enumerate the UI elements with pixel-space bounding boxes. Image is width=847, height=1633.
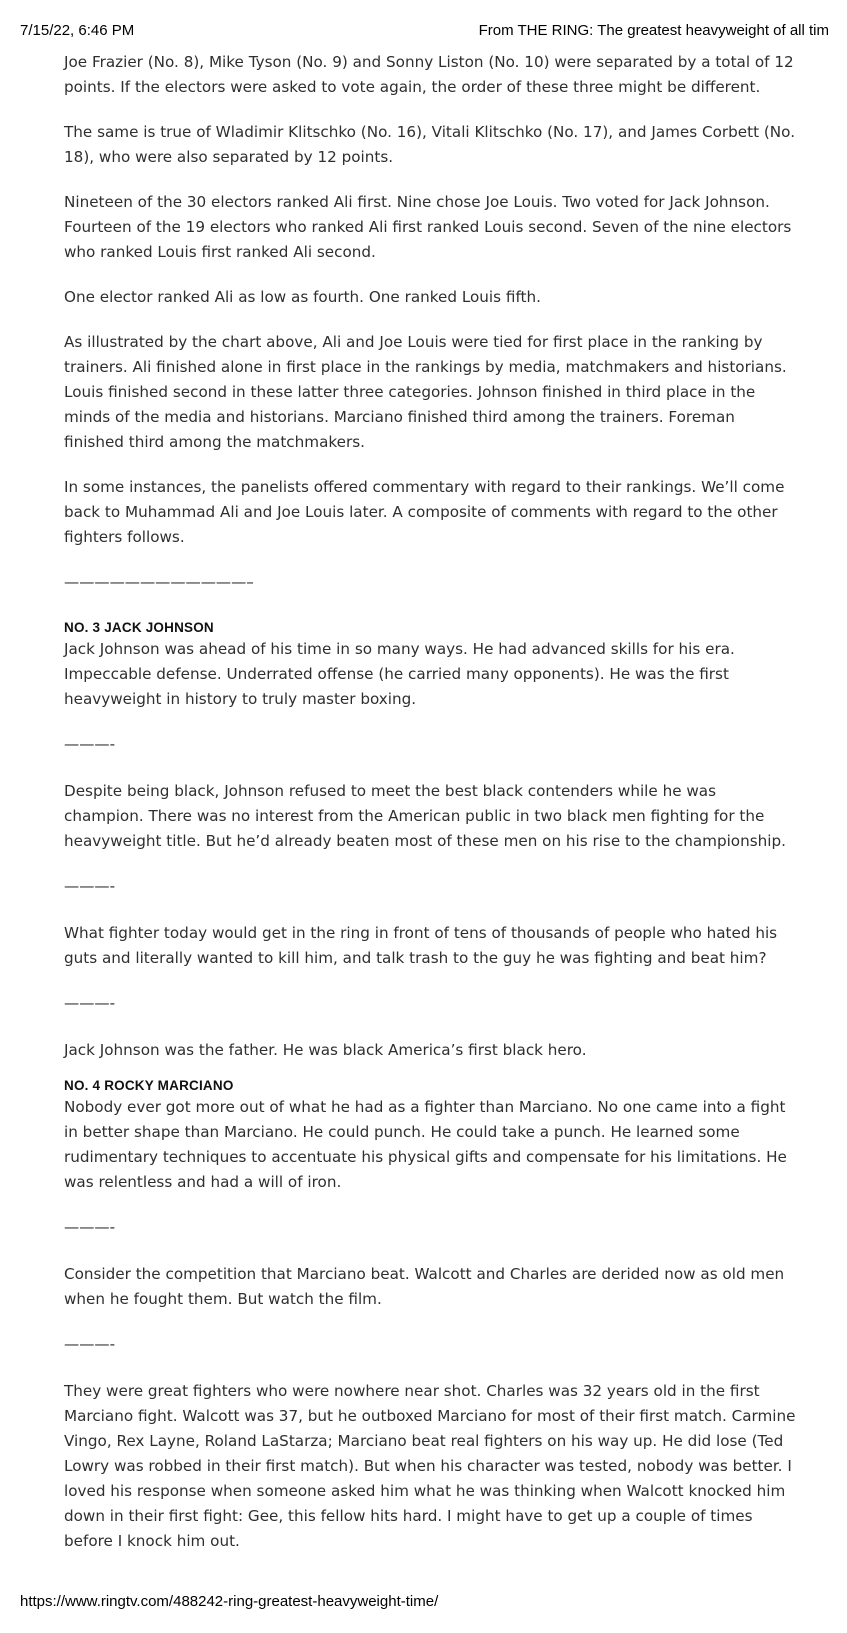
print-title: From THE RING: The greatest heavyweight of all tim — [478, 22, 829, 39]
paragraph: Despite being black, Johnson refused to meet the best black contenders while he was champion. There was no interest from the American public in two black men fighting for the heavyweight title. But he’d already beaten most of these men on his rise to the championship. — [64, 782, 786, 850]
comment-divider: ———- — [64, 1335, 116, 1353]
article-body — [64, 50, 799, 1574]
paragraph: Nobody ever got more out of what he had as a fighter than Marciano. No one came into a fight in better shape than Marciano. He could punch. He could take a punch. He learned some rudimentary techniques to accentuate his physical gifts and compensate for his limitations. He was relentless and had a will of iron. — [64, 1098, 787, 1191]
paragraph: In some instances, the panelists offered commentary with regard to their rankings. We’ll come back to Muhammad Ali and Joe Louis later. A composite of comments with regard to the other fighters follows. — [64, 478, 785, 546]
comment-divider: ———- — [64, 735, 116, 753]
comment-divider: ———- — [64, 994, 116, 1012]
paragraph: What fighter today would get in the ring in front of tens of thousands of people who hated his guts and literally wanted to kill him, and talk trash to the guy he was fighting and beat him? — [64, 924, 778, 967]
section-heading-johnson: NO. 3 JACK JOHNSON — [64, 620, 214, 635]
paragraph: The same is true of Wladimir Klitschko (No. 16), Vitali Klitschko (No. 17), and James Corbett (No. 18), who were also separated by 12 points. — [64, 123, 796, 166]
paragraph: Nineteen of the 30 electors ranked Ali first. Nine chose Joe Louis. Two voted for Jack Johnson. Fourteen of the 19 electors who ranked Ali first ranked Louis second. Seven of the nine electors who ranked Louis first ranked Ali second. — [64, 193, 792, 261]
section-divider: ————————————– — [64, 573, 254, 591]
paragraph: Jack Johnson was ahead of his time in so many ways. He had advanced skills for his era. Impeccable defense. Underrated offense (he carried many opponents). He was the first heavyweight in history to truly master boxing. — [64, 640, 735, 708]
print-date: 7/15/22, 6:46 PM — [20, 22, 135, 39]
print-footer-url: https://www.ringtv.com/488242-ring-greatest-heavyweight-time/ — [20, 1593, 439, 1610]
comment-divider: ———- — [64, 1218, 116, 1236]
section-heading-marciano: NO. 4 ROCKY MARCIANO — [64, 1078, 234, 1093]
print-header — [20, 22, 829, 42]
paragraph: Consider the competition that Marciano beat. Walcott and Charles are derided now as old men when he fought them. But watch the film. — [64, 1265, 785, 1308]
comment-divider: ———- — [64, 877, 116, 895]
paragraph: They were great fighters who were nowhere near shot. Charles was 32 years old in the first Marciano fight. Walcott was 37, but he outboxed Marciano for most of their first match. Carmine Vingo, Rex Layne, Roland LaStarza; Marciano beat real fighters on his way up. He did lose (Ted Lowry was robbed in their first match). But when his character was tested, nobody was better. I loved his response when someone asked him what he was thinking when Walcott knocked him down in their first fight: Gee, this fellow hits hard. I might have to get up a couple of times before I knock him out. — [64, 1382, 796, 1550]
paragraph: Joe Frazier (No. 8), Mike Tyson (No. 9) and Sonny Liston (No. 10) were separated by a total of 12 points. If the electors were asked to vote again, the order of these three might be different. — [64, 53, 794, 96]
paragraph: Jack Johnson was the father. He was black America’s first black hero. — [64, 1041, 587, 1059]
paragraph: As illustrated by the chart above, Ali and Joe Louis were tied for first place in the ranking by trainers. Ali finished alone in first place in the rankings by media, matchmakers and historians. Louis finished second in these latter three categories. Johnson finished in third place in the minds of the media and historians. Marciano finished third among the trainers. Foreman finished third among the matchmakers. — [64, 333, 787, 451]
paragraph: One elector ranked Ali as low as fourth. One ranked Louis fifth. — [64, 288, 541, 306]
